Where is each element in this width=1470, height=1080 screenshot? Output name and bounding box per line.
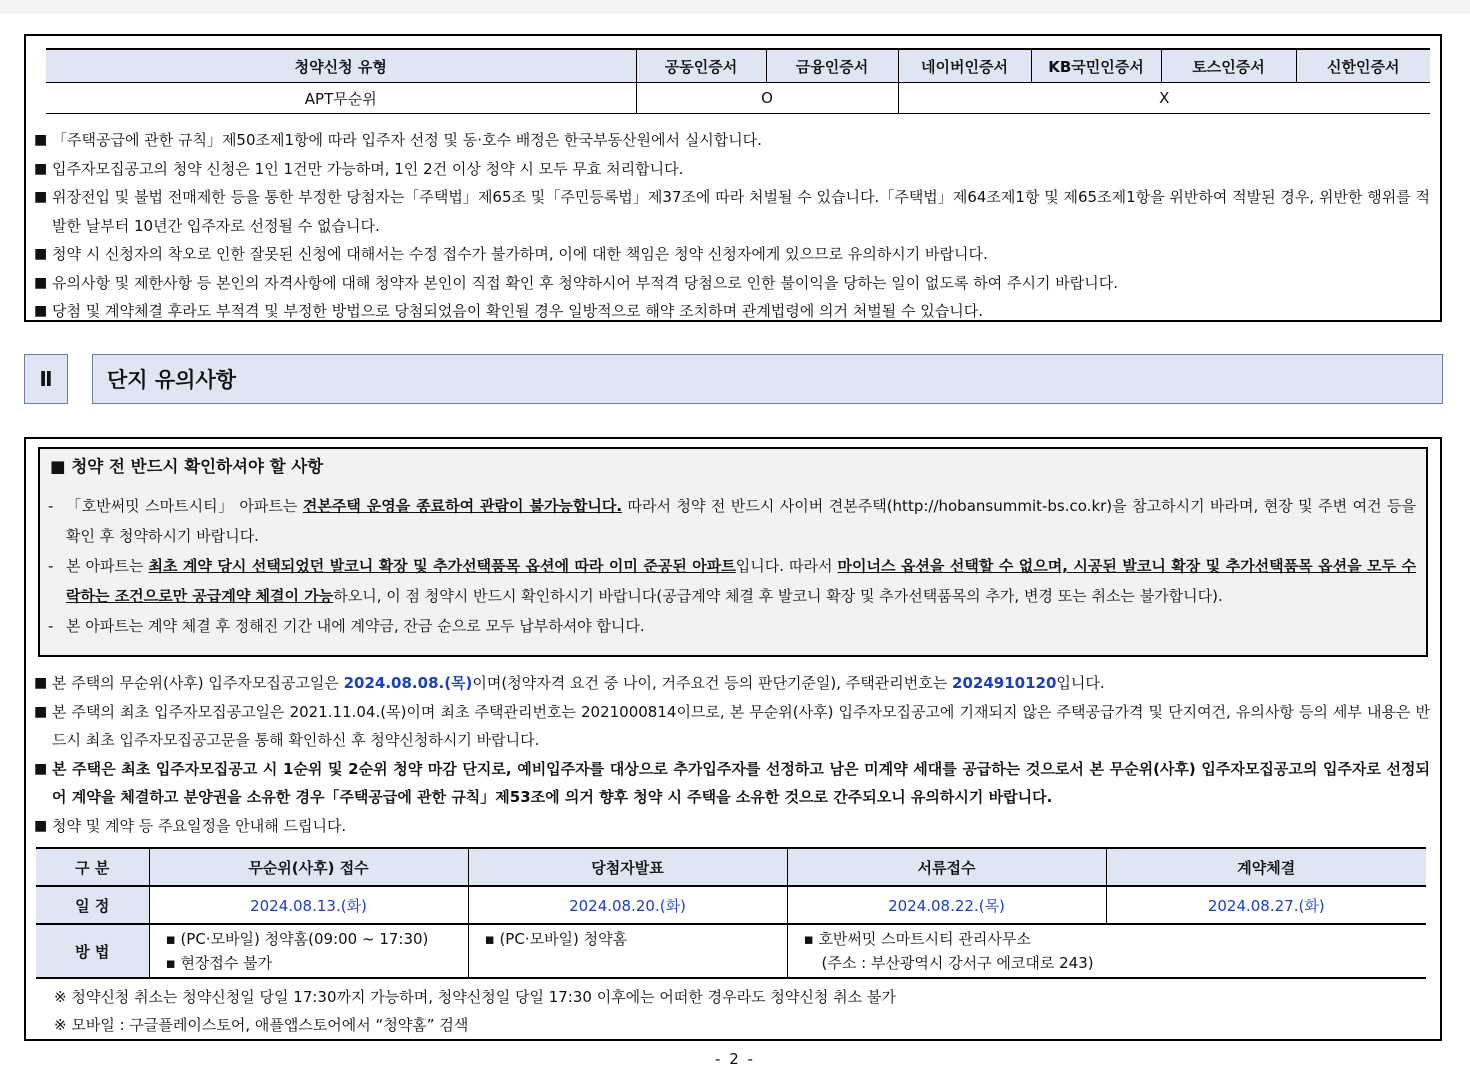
certificate-table-header <box>46 49 1430 83</box>
header-shinhan-cert: 신한인증서 <box>1296 49 1430 83</box>
bullet-square-icon: ■ <box>34 189 48 205</box>
header-toss-cert: 토스인증서 <box>1161 49 1296 83</box>
bullet-square-icon: ■ <box>50 457 72 476</box>
announcement-date: 2024.08.08.(목) <box>343 674 473 692</box>
schedule-notes <box>54 983 896 1039</box>
header-financial-cert: 금융인증서 <box>766 49 898 83</box>
method-application: ▪ (PC·모바일) 청약홈(09:00 ~ 17:30) ▪ 현장접수 불가 <box>149 924 468 978</box>
bullet-square-icon: ■ <box>34 817 48 834</box>
dash-icon: - <box>48 617 54 635</box>
schedule-table <box>36 847 1426 979</box>
header-contract: 계약체결 <box>1106 848 1426 886</box>
must-check-heading: ■ 청약 전 반드시 확인하셔야 할 사항 <box>50 457 324 476</box>
list-item: ■ 당첨 및 계약체결 후라도 부적격 및 부정한 방법으로 당첨되었음이 확인될 경우 일방적으로 해약 조치하며 관계법령에 의거 처벌될 수 있습니다. <box>34 297 1430 326</box>
method-winner-announcement: ▪ (PC·모바일) 청약홈 <box>468 924 787 978</box>
header-kb-cert: KB국민인증서 <box>1031 49 1161 83</box>
page-number: - 2 - <box>715 1050 755 1068</box>
header-winner-announcement: 당첨자발표 <box>468 848 787 886</box>
bullet-square-icon: ▪ <box>484 930 500 948</box>
cell-allowed: O <box>636 83 898 114</box>
housing-management-number: 2024910120 <box>952 674 1057 692</box>
list-item: ■ 「주택공급에 관한 규칙」제50조제1항에 따라 입주자 선정 및 동·호수 배정은 한국부동산원에서 실시합니다. <box>34 126 1430 155</box>
date-contract: 2024.08.27.(화) <box>1106 886 1426 924</box>
header-document-submission: 서류접수 <box>787 848 1106 886</box>
bullet-square-icon: ■ <box>34 274 48 291</box>
list-item: ■ 입주자모집공고의 청약 신청은 1인 1건만 가능하며, 1인 2건 이상 청약 시 모두 무효 처리합니다. <box>34 155 1430 184</box>
bullet-square-icon: ▪ <box>803 930 819 948</box>
dash-icon: - <box>48 557 54 575</box>
note-cancel: ※ 청약신청 취소는 청약신청일 당일 17:30까지 가능하며, 청약신청일 당일 17:30 이후에는 어떠한 경우라도 청약신청 취소 불가 <box>54 988 896 1006</box>
cell-not-allowed: X <box>898 83 1430 114</box>
dash-icon: - <box>48 497 54 515</box>
header-naver-cert: 네이버인증서 <box>898 49 1031 83</box>
must-check-list <box>48 491 1416 641</box>
method-document-submission: ▪ 호반써밋 스마트시티 관리사무소 (주소 : 부산광역시 강서구 에코대로 243) <box>787 924 1426 978</box>
bullet-square-icon: ■ <box>34 760 48 777</box>
bullet-square-icon: ■ <box>34 303 48 319</box>
date-document-submission: 2024.08.22.(목) <box>787 886 1106 924</box>
schedule-method-row <box>36 924 1426 978</box>
list-item: ■ 유의사항 및 제한사항 등 본인의 자격사항에 대해 청약자 본인이 직접 확인 후 청약하시어 부적격 당첨으로 인한 불이익을 당하는 일이 없도록 하여 주시기 바랍니다. <box>34 269 1430 298</box>
date-application: 2024.08.13.(화) <box>149 886 468 924</box>
section-title: 단지 유의사항 <box>92 354 1443 404</box>
list-item: ■ 본 주택의 최초 입주자모집공고일은 2021.11.04.(목)이며 최초 주택관리번호는 2021000814이므로, 본 무순위(사후) 입주자모집공고에 기재되지 않은 주택공급가격 및 단지여건, 유의사항 등의 세부 내용은 반드시 최초 입주자모집공고문을 통해 확인하신 후 청약신청하시기 바랍니다. <box>34 698 1430 755</box>
note-mobile: ※ 모바일 : 구글플레이스토어, 애플앱스토어에서 “청약홈” 검색 <box>54 1016 469 1034</box>
certificate-table-row <box>46 83 1430 114</box>
date-winner-announcement: 2024.08.20.(화) <box>468 886 787 924</box>
list-item: ■ 위장전입 및 불법 전매제한 등을 통한 부정한 당첨자는「주택법」제65조 및「주민등록법」제37조에 따라 처벌될 수 있습니다.「주택법」제64조제1항 및 제65조제1항을 위반하여 적발된 경우, 위반한 행위를 적발한 날부터 10년간 입주자로 선정될 수 없습니다. <box>34 183 1430 240</box>
complex-notice-box <box>24 437 1442 1041</box>
list-item: ■ 본 주택은 최초 입주자모집공고 시 1순위 및 2순위 청약 마감 단지로, 예비입주자를 대상으로 추가입주자를 선정하고 남은 미계약 세대를 공급하는 것으로서 본 무순위(사후) 입주자모집공고의 입주자로 선정되어 계약을 체결하고 분양권을 소유한 경우「주택공급에 관한 규칙」제53조에 의거 향후 청약 시 주택을 소유한 것으로 간주되오니 유의하시기 바랍니다. <box>34 755 1430 812</box>
section-number: Ⅱ <box>24 354 68 404</box>
row-label-date: 일 정 <box>36 886 149 924</box>
list-item: - 「호반써밋 스마트시티」 아파트는 견본주택 운영을 종료하여 관람이 불가능합니다. 따라서 청약 전 반드시 사이버 견본주택(http://hobansummit-bs.co.kr)을 참고하시기 바라며, 현장 및 주변 여건 등을 확인 후 청약하시기 바랍니다. <box>48 491 1416 551</box>
schedule-header <box>36 848 1426 886</box>
top-band <box>0 0 1470 14</box>
list-item: ■ 청약 및 계약 등 주요일정을 안내해 드립니다. <box>34 812 1430 841</box>
header-joint-cert: 공동인증서 <box>636 49 766 83</box>
schedule-date-row <box>36 886 1426 924</box>
cell-type: APT무순위 <box>46 83 636 114</box>
must-check-box <box>38 447 1428 657</box>
bullet-square-icon: ■ <box>34 246 48 262</box>
certificate-notice-box <box>24 34 1442 322</box>
bullet-square-icon: ■ <box>34 703 48 720</box>
bullet-square-icon: ▪ <box>165 930 181 948</box>
certificate-table <box>46 48 1430 114</box>
notice-list-2 <box>34 669 1430 840</box>
bullet-square-icon: ■ <box>34 160 48 177</box>
bullet-square-icon: ■ <box>34 132 48 148</box>
header-application: 무순위(사후) 접수 <box>149 848 468 886</box>
row-label-method: 방 법 <box>36 924 149 978</box>
notice-list-1 <box>34 126 1430 326</box>
bullet-square-icon: ■ <box>34 675 48 691</box>
bullet-square-icon: ▪ <box>165 954 181 972</box>
list-item: ■ 본 주택의 무순위(사후) 입주자모집공고일은 2024.08.08.(목)이며(청약자격 요건 중 나이, 거주요건 등의 판단기준일), 주택관리번호는 2024910120입니다. <box>34 669 1430 698</box>
header-type: 청약신청 유형 <box>46 49 636 83</box>
header-category: 구 분 <box>36 848 149 886</box>
list-item: - 본 아파트는 최초 계약 당시 선택되었던 발코니 확장 및 추가선택품목 옵션에 따라 이미 준공된 아파트입니다. 따라서 마이너스 옵션을 선택할 수 없으며, 시공된 발코니 확장 및 추가선택품목 옵션을 모두 수락하는 조건으로만 공급계약 체결이 가능하오니, 이 점 청약시 반드시 확인하시기 바랍니다(공급계약 체결 후 발코니 확장 및 추가선택품목의 추가, 변경 또는 취소는 불가합니다). <box>48 551 1416 611</box>
list-item: ■ 청약 시 신청자의 착오로 인한 잘못된 신청에 대해서는 수정 접수가 불가하며, 이에 대한 책임은 청약 신청자에게 있으므로 유의하시기 바랍니다. <box>34 240 1430 269</box>
list-item: - 본 아파트는 계약 체결 후 정해진 기간 내에 계약금, 잔금 순으로 모두 납부하셔야 합니다. <box>48 611 1416 641</box>
